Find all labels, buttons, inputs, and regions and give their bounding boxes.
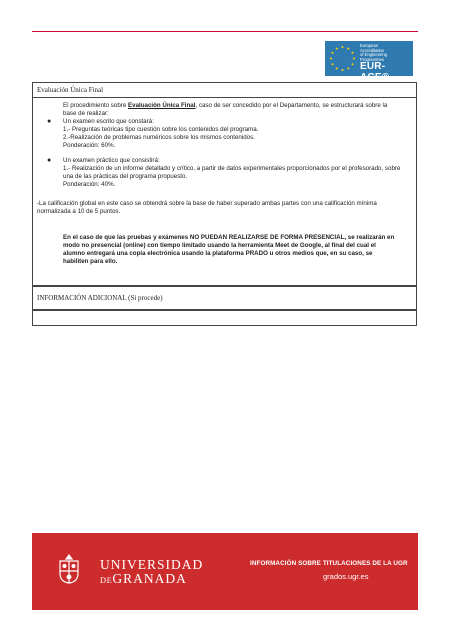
university-name: UNIVERSIDAD — [100, 557, 204, 572]
exam-practical — [63, 157, 403, 189]
university-granada: GRANADA — [112, 571, 187, 586]
exam-practical-line: 1.- Realización de un informe detallado y crítico, a partir de datos experimentales proporcionados por el profesorado, sobre una de las prácticas del programa propuesto. — [63, 164, 401, 180]
footer-banner — [32, 533, 418, 610]
intro-post: , caso de ser concedido por el Departamento, se estructurará sobre la base de realizar: — [63, 102, 388, 117]
eu-stars-icon — [327, 43, 358, 74]
logo-subtitle: European Accreditation of Engineering Programmes — [360, 43, 388, 62]
intro-pre: El procedimiento sobre — [63, 102, 129, 109]
logo-title: EUR-ACE® — [360, 61, 390, 83]
bullet-icon: ● — [47, 118, 52, 125]
grados-link[interactable]: grados.ugr.es — [323, 572, 369, 581]
additional-info-header — [32, 286, 417, 310]
additional-info-title: INFORMACIÓN ADICIONAL (Si procede) — [37, 294, 163, 302]
university-city — [100, 571, 187, 587]
evaluation-section — [32, 82, 417, 286]
intro-link: Evaluación Única Final — [128, 102, 196, 109]
eur-ace-logo — [325, 41, 413, 83]
presencial-note: En el caso de que las pruebas y exámenes NO PUEDAN REALIZARSE DE FORMA PRESENCIAL, se realizarán en modo no presencial (online) con tiempo limitado usando la herramienta Meet de Google, al final del cual el alumno entregará una copia electrónica usando la plataforma PRADO u otros medios que, en su caso, se habiliten para ello. — [63, 234, 395, 265]
section-title: Evaluación Única Final — [37, 86, 104, 94]
exam-written-line: 1.- Preguntas teóricas tipo cuestión sobre los contenidos del programa. — [63, 125, 259, 133]
intro-paragraph — [63, 102, 393, 118]
exam-practical-label: Un examen práctico que consistirá: — [63, 157, 160, 164]
additional-info-content — [32, 310, 417, 326]
exam-practical-weight: Ponderación: 40%. — [63, 180, 116, 188]
exam-written-label: Un examen escrito que constará: — [63, 118, 154, 125]
exam-written-line: 2.-Realización de problemas numéricos sobre los mismos contenidos. — [63, 133, 255, 141]
section-divider — [33, 97, 416, 98]
university-seal-icon — [54, 553, 84, 585]
university-de: DE — [100, 575, 113, 585]
exam-written — [63, 118, 393, 150]
info-label: INFORMACIÓN SOBRE TITULACIONES DE LA UGR — [250, 560, 408, 567]
bullet-icon: ● — [47, 157, 52, 164]
exam-written-weight: Ponderación: 60%. — [63, 141, 116, 149]
top-rule — [32, 31, 418, 32]
grade-note: -La calificación global en este caso se obtendrá sobre la base de haber superado ambas partes con una calificación mínima normalizada a 10 de 5 puntos. — [37, 200, 377, 215]
